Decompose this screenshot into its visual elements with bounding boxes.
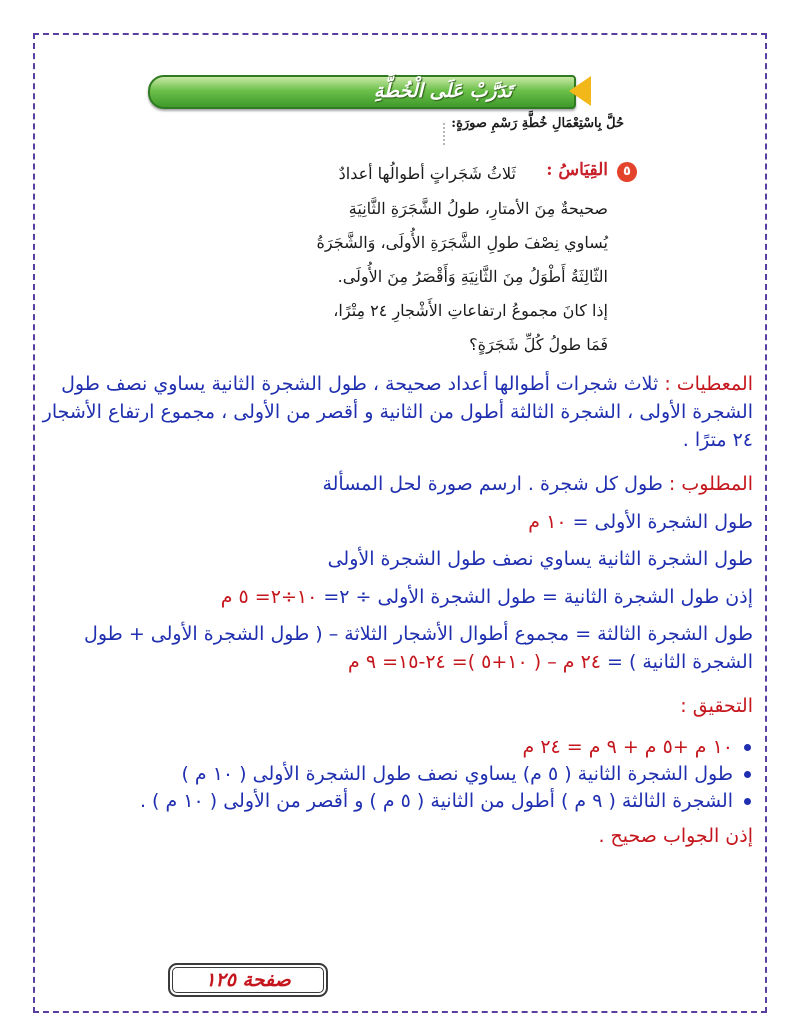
required-text: طول كل شجرة . ارسم صورة لحل المسألة: [322, 473, 669, 495]
given-paragraph: [38, 370, 753, 454]
problem-line: فَمَا طولُ كُلِّ شَجَرَةٍ؟: [469, 335, 608, 354]
problem-line: إذا كانَ مجموعُ ارتفاعاتِ الأَشْجارِ ٢٤ مِتْرًا،: [333, 301, 608, 320]
problem-line: صحيحةٌ مِنَ الأمتارِ، طولُ الشَّجَرَةِ الثَّانِيَةِ: [348, 199, 608, 218]
given-text: ثلاث شجرات أطوالها أعداد صحيحة ، طول الشجرة الثانية يساوي نصف طول الشجرة الأولى ، الشجرة الثالثة أطول من الثانية و أقصر من الأولى ، مجموع ارتفاع الأشجار ٢٤ مترًا .: [42, 373, 753, 451]
problem-line: يُساوي نِصْفَ طولِ الشَّجَرَةِ الأُولَى، وَالشَّجَرَةُ: [316, 233, 608, 252]
page-number-text: صفحة ١٢٥: [205, 969, 291, 991]
page-number-label: [168, 963, 328, 997]
step4-text: طول الشجرة الثالثة = مجموع أطوال الأشجار الثلاثة – ( طول الشجرة الأولى + طول الشجرة الثانية ) =: [84, 623, 753, 673]
required-label: المطلوب :: [668, 473, 753, 495]
given-label: المعطيات :: [664, 373, 753, 395]
step4-value: ٢٤ م – ( ١٠+٥ )= ٢٤-١٥= ٩ م: [348, 651, 601, 673]
dotted-divider: [443, 123, 445, 145]
check-item: الشجرة الثالثة ( ٩ م ) أطول من الثانية ( ٥ م ) و أقصر من الأولى ( ١٠ م ) .: [38, 788, 753, 815]
problem-label: القِيَاسُ :: [546, 160, 608, 180]
step-third-tree: [38, 620, 753, 676]
step3-text: إذن طول الشجرة الثانية = طول الشجرة الأولى ÷ ٢=: [317, 586, 753, 608]
step-first-tree: [38, 508, 753, 536]
required-line: [38, 470, 753, 498]
check-item: ١٠ م +٥ م + ٩ م = ٢٤ م: [38, 734, 753, 761]
check-list: [38, 734, 753, 815]
step3-value: ١٠÷٢= ٥ م: [220, 586, 318, 608]
step1-text: طول الشجرة الأولى =: [566, 511, 753, 533]
step-second-tree: [38, 583, 753, 611]
check-item: طول الشجرة الثانية ( ٥ م) يساوي نصف طول الشجرة الأولى ( ١٠ م ): [38, 761, 753, 788]
banner-arrow-icon: [569, 76, 591, 106]
problem-line: ثَلاثُ شَجَراتٍ أطوالُها أعدادٌ: [338, 164, 516, 183]
instruction-text: حُلَّ بِاسْتِعْمَالِ خُطَّةِ رَسْمِ صورَةٍ:: [451, 116, 624, 131]
conclusion-text: إذن الجواب صحيح .: [598, 825, 753, 847]
banner-title: تَدَرَّبْ عَلَى الْخُطَّةِ: [373, 80, 512, 102]
step1-value: ١٠ م: [528, 511, 567, 533]
check-label: التحقيق :: [680, 695, 753, 717]
problem-line: الثّالِثَةُ أَطْوَلُ مِنَ الثَّانِيَةِ وَأَقْصَرُ مِنَ الأُولَى.: [337, 267, 608, 286]
problem-number-badge: ٥: [617, 162, 637, 182]
section-banner: [148, 75, 576, 109]
step-second-rule: طول الشجرة الثانية يساوي نصف طول الشجرة الأولى: [327, 548, 753, 570]
